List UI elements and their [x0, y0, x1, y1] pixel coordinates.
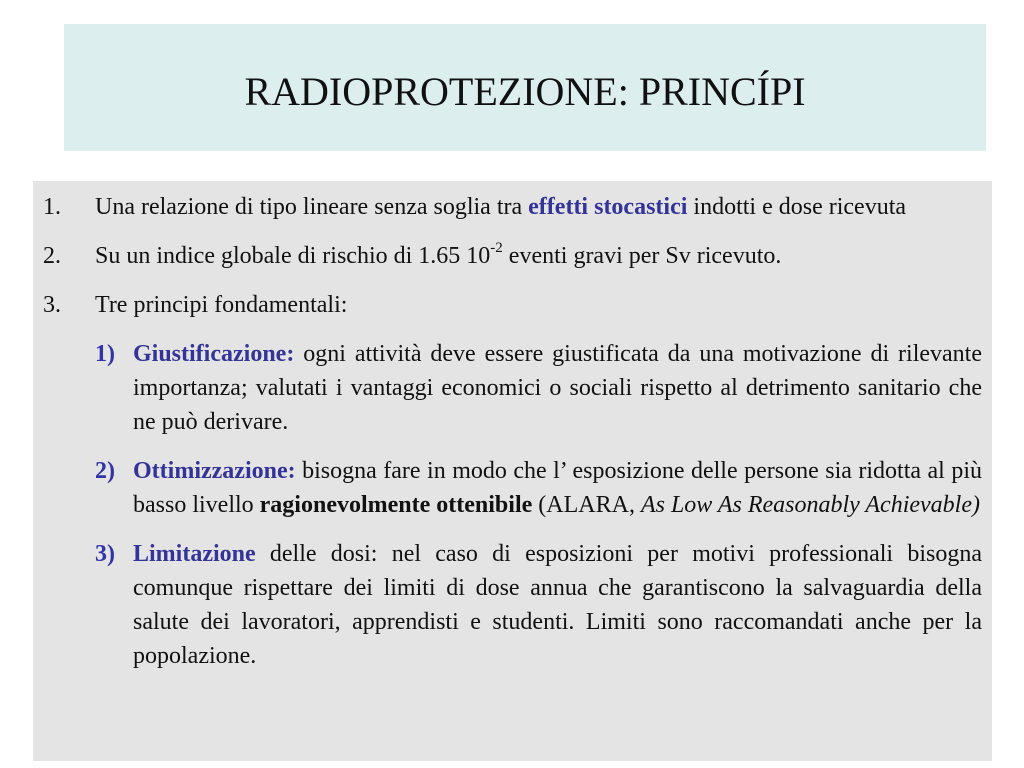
sub-text-2: Ottimizzazione: bisogna fare in modo che l’ esposizione delle persone sia ridotta al più basso livello ragionevolmente ottenibile (ALARA, As Low As Reasonably Achievable): [133, 458, 982, 518]
list-text-2: Su un indice globale di rischio di 1.65 $10^{-2}$ eventi gravi per Sv ricevuto.: [95, 240, 782, 269]
term-justification: Giustificazione:: [133, 341, 295, 367]
list-item-2: [33, 239, 992, 273]
content-panel: [33, 181, 992, 761]
highlight-stochastic-effects: effetti stocastici: [528, 194, 688, 220]
list-number-2: 2.: [43, 243, 61, 269]
sub-item-justification: [33, 337, 992, 439]
sub-number-2: 2): [95, 458, 115, 484]
list-number-3: 3.: [43, 292, 61, 318]
sub-text-1: Giustificazione: ogni attività deve essere giustificata da una motivazione di rilevante importanza; valutati i vantaggi economici o sociali rispetto al detrimento sanitario che ne può derivare.: [133, 341, 982, 435]
exponent: -2: [490, 240, 503, 256]
list-item-1: [33, 190, 992, 224]
sub-item-limitation: [33, 537, 992, 673]
term-optimization: Ottimizzazione:: [133, 458, 296, 484]
sub-text-3: Limitazione delle dosi: nel caso di esposizioni per motivi professionali bisogna comunque rispettare dei limiti di dose annua che garantiscono la salvaguardia della salute dei lavoratori, apprendisti e studenti. Limiti sono raccomandati anche per la popolazione.: [133, 541, 982, 669]
sub-number-3: 3): [95, 541, 115, 567]
bold-phrase: ragionevolmente ottenibile: [259, 492, 533, 518]
slide-title: RADIOPROTEZIONE: PRINCÍPI: [244, 68, 806, 114]
list-number-1: 1.: [43, 194, 61, 220]
list-text-3: Tre principi fondamentali:: [95, 292, 348, 318]
sub-item-optimization: [33, 454, 992, 522]
sub-number-1: 1): [95, 341, 115, 367]
list-item-3: [33, 288, 992, 322]
alara-expansion: As Low As Reasonably Achievable): [640, 492, 980, 518]
title-banner: [64, 24, 986, 151]
list-text-1: Una relazione di tipo lineare senza soglia tra effetti stocastici indotti e dose ricevuta: [95, 194, 907, 220]
term-limitation: Limitazione: [133, 541, 256, 567]
